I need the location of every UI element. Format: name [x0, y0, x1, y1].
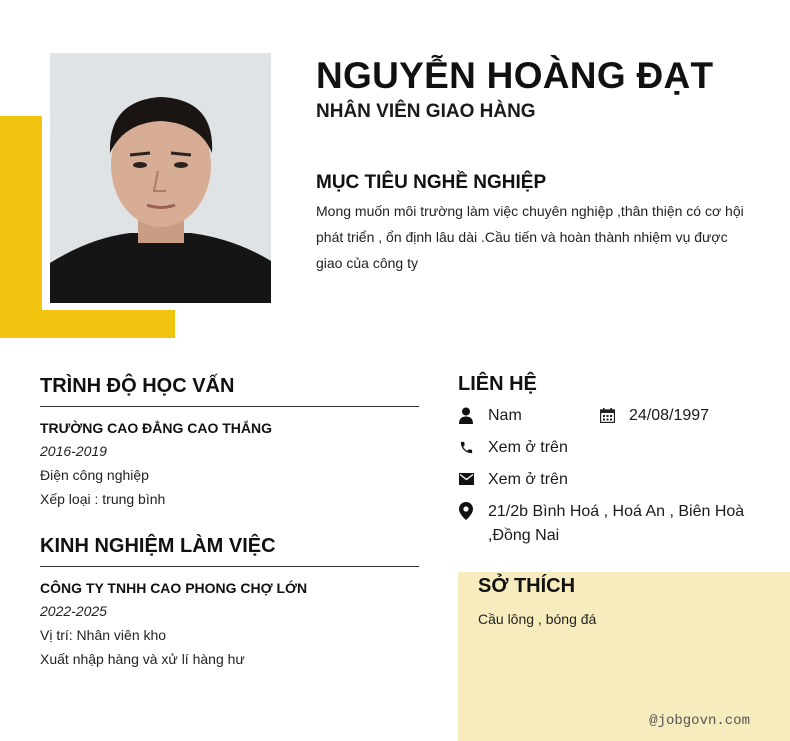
contact-section [458, 373, 778, 544]
objective-section [316, 172, 756, 276]
job-title: NHÂN VIÊN GIAO HÀNG [316, 101, 536, 122]
education-major: Điện công nghiệp [40, 467, 149, 483]
education-grade: Xếp loại : trung bình [40, 491, 166, 507]
hobbies-section [458, 572, 790, 741]
contact-heading: LIÊN HỆ [458, 373, 537, 395]
experience-position: Vị trí: Nhân viên kho [40, 627, 167, 643]
contact-email [458, 468, 568, 492]
location-pin-icon [458, 502, 474, 520]
hobbies-heading: SỞ THÍCH [478, 575, 576, 597]
profile-photo [50, 53, 271, 303]
education-section [40, 375, 419, 507]
contact-address [458, 500, 758, 548]
address-value: 21/2b Bình Hoá , Hoá An , Biên Hoà ,Đồng Nai [488, 503, 745, 544]
contact-gender [458, 404, 522, 428]
hobbies-text: Cầu lông , bóng đá [478, 611, 597, 627]
experience-company: CÔNG TY TNHH CAO PHONG CHỢ LỚN [40, 580, 308, 596]
education-period: 2016-2019 [40, 443, 107, 459]
education-school: TRƯỜNG CAO ĐẲNG CAO THẮNG [40, 420, 272, 436]
accent-bar-horizontal [0, 310, 175, 338]
objective-text: Mong muốn môi trường làm việc chuyên nghiệp ,thân thiện có cơ hội phát triển , ổn định lâu dài .Cầu tiến và hoàn thành nhiệm vụ được giao của công ty [316, 203, 744, 271]
education-heading: TRÌNH ĐỘ HỌC VẤN [40, 375, 419, 407]
email-value: Xem ở trên [488, 471, 568, 488]
birthdate-value: 24/08/1997 [629, 407, 710, 424]
experience-heading: KINH NGHIỆM LÀM VIỆC [40, 535, 419, 567]
experience-period: 2022-2025 [40, 603, 107, 619]
objective-heading: MỤC TIÊU NGHỀ NGHIỆP [316, 172, 547, 193]
experience-section [40, 535, 419, 667]
contact-birthdate [599, 404, 709, 428]
phone-value: Xem ở trên [488, 439, 568, 456]
person-icon [458, 406, 474, 424]
calendar-icon [599, 406, 615, 424]
gender-value: Nam [488, 407, 522, 424]
candidate-name: NGUYỄN HOÀNG ĐẠT [316, 55, 714, 96]
experience-duty: Xuất nhập hàng và xử lí hàng hư [40, 651, 245, 667]
watermark: @jobgovn.com [649, 713, 750, 729]
mail-icon [458, 470, 474, 488]
accent-bar-vertical [0, 116, 42, 338]
phone-icon [458, 438, 474, 456]
contact-phone [458, 436, 568, 460]
